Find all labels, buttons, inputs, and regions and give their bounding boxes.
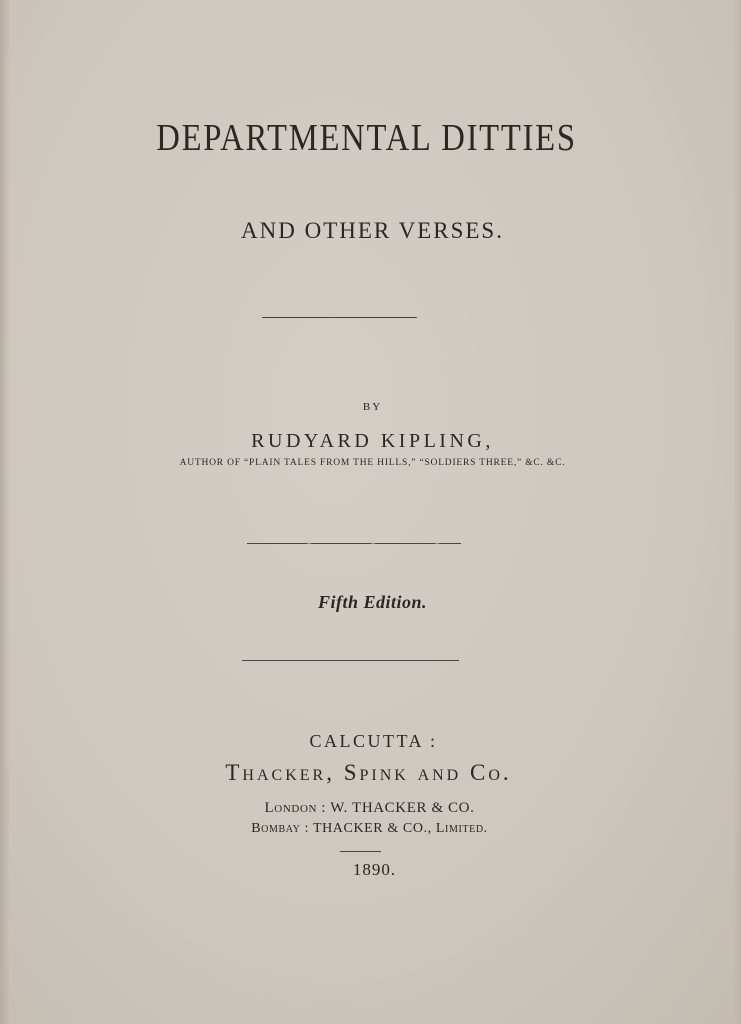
publication-year: 1890.	[352, 860, 397, 879]
edition-label: Fifth Edition.	[317, 592, 428, 612]
publication-city: CALCUTTA :	[309, 731, 438, 751]
publisher-name: Thacker, Spink and Co.	[225, 760, 512, 785]
bombay-publisher: THACKER & CO.,	[312, 821, 432, 836]
london-publisher: W. THACKER & CO.	[330, 800, 475, 816]
bombay-label: Bombay :	[251, 821, 310, 836]
bombay-imprint	[0, 821, 740, 837]
divider-rule	[247, 543, 461, 544]
book-title: DEPARTMENTAL DITTIES	[156, 117, 577, 159]
bombay-suffix: Limited.	[435, 821, 488, 836]
by-line: BY	[362, 401, 383, 413]
book-subtitle: AND OTHER VERSES.	[241, 218, 504, 243]
divider-rule	[242, 660, 459, 661]
divider-rule	[262, 317, 417, 318]
author-name: RUDYARD KIPLING,	[251, 430, 494, 452]
author-works: AUTHOR OF “PLAIN TALES FROM THE HILLS,” “SOLDIERS THREE,” &C. &C.	[179, 458, 566, 468]
london-imprint	[0, 800, 740, 817]
london-label: London :	[264, 800, 327, 816]
divider-rule	[340, 851, 381, 852]
